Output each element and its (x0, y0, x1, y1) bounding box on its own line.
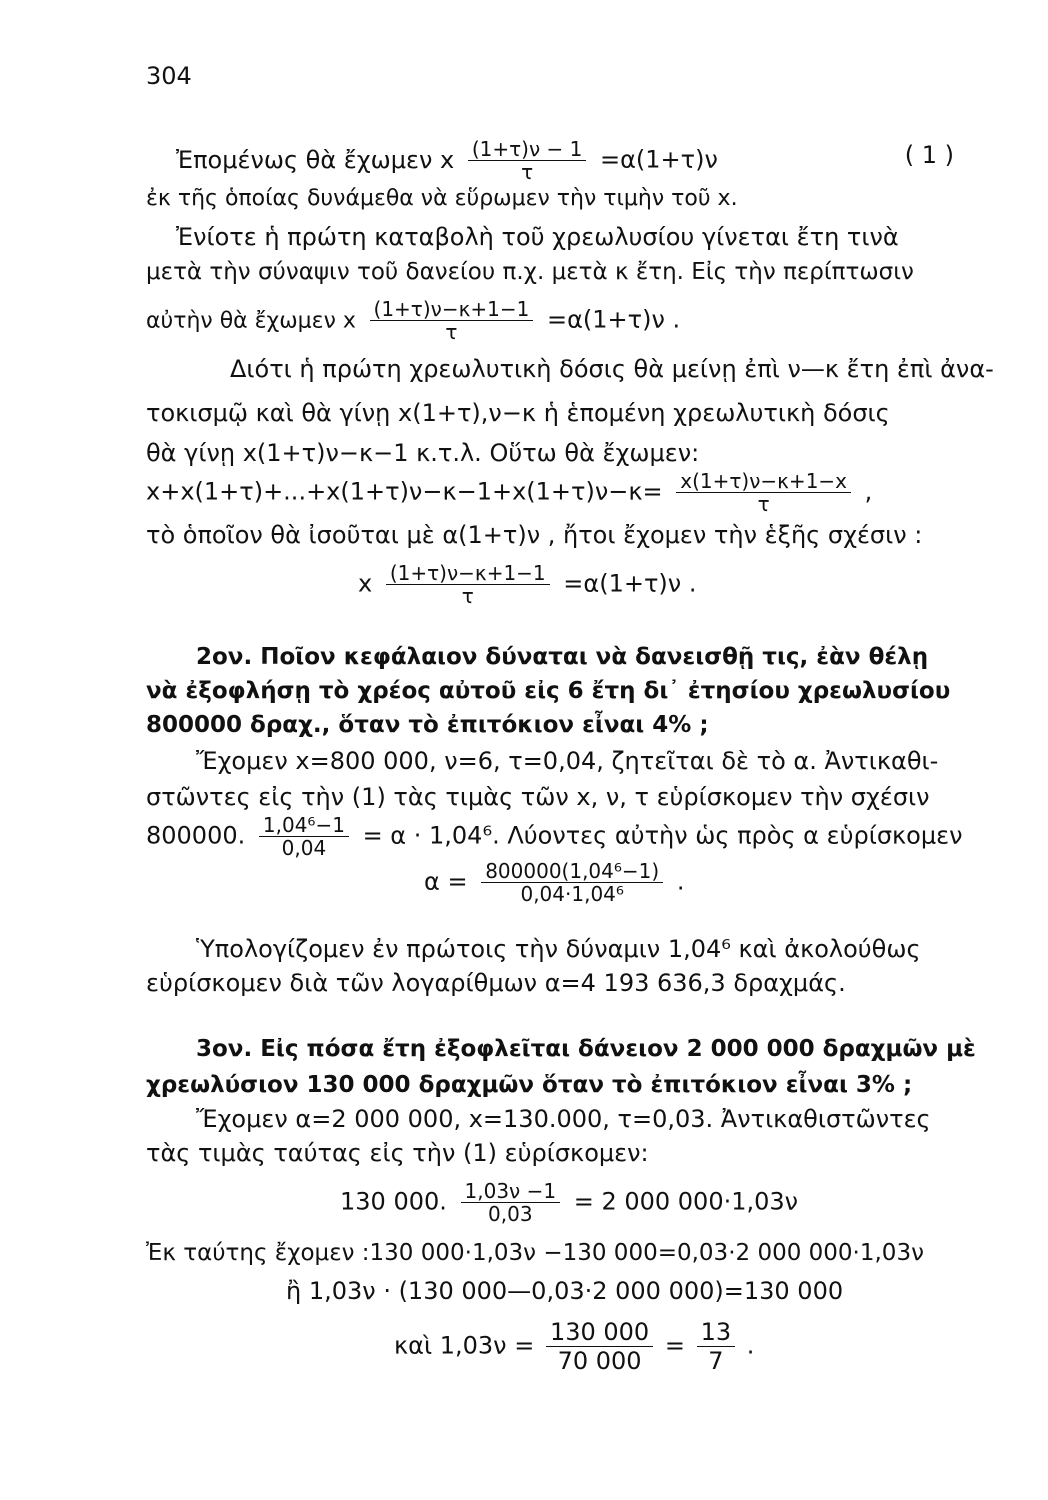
equation-text: 130 000. (340, 1187, 447, 1216)
equation-equals: = (664, 1331, 685, 1360)
equation-fraction (370, 298, 534, 343)
series-fraction (676, 470, 851, 515)
equation-numerator: 130 000 (546, 1318, 653, 1347)
series-equation-line (146, 470, 954, 515)
text-line: τὰς τιμὰς ταύτας εἰς τὴν (1) εὑρίσκομεν: (146, 1139, 649, 1167)
text-line: Ἔχομεν α=2 000 000, x=130.000, τ=0,03. Ἀντικαθιστῶντες (196, 1105, 931, 1133)
text-line: θὰ γίνῃ x(1+τ)ν−κ−1 κ.τ.λ. Οὕτω θὰ ἔχωμεν: (146, 439, 700, 467)
problem-2-title: 2ον. Ποῖον κεφάλαιον δύναται νὰ δανεισθῇ τις, ἐὰν θέλῃ (196, 644, 929, 670)
equation-1-numerator: (1+τ)ν − 1 (468, 138, 587, 161)
equation-rhs: =α(1+τ)ν . (546, 305, 681, 334)
equation-text: καὶ 1,03ν = (394, 1331, 535, 1360)
text-line: Διότι ἡ πρώτη χρεωλυτικὴ δόσις θὰ μείνῃ ἐπὶ ν—κ ἔτη ἐπὶ ἀνα- (230, 355, 994, 383)
equation-line (146, 860, 954, 905)
text-line: ἐκ τῆς ὁποίας δυνάμεθα νὰ εὕρωμεν τὴν τιμὴν τοῦ x. (146, 186, 738, 211)
equation-line (146, 813, 963, 860)
equation-numerator: 13 (697, 1318, 736, 1347)
equation-line (146, 1318, 954, 1375)
equation-line (146, 562, 954, 607)
equation-numerator: 1,03ν −1 (461, 1180, 561, 1203)
equation-tail: . (746, 1331, 755, 1360)
equation-1-fraction (468, 138, 587, 183)
equation-fraction (481, 860, 663, 905)
equation-1-text: Ἐπομένως θὰ ἔχωμεν x (176, 145, 455, 174)
page-number: 304 (146, 62, 192, 90)
text-line: στῶντες εἰς τὴν (1) τὰς τιμὰς τῶν x, ν, τ εὑρίσκομεν τὴν σχέσιν (146, 783, 930, 811)
equation-tail: . (676, 867, 685, 896)
equation-numerator: (1+τ)ν−κ+1−1 (370, 298, 534, 321)
text-line: Ἔχομεν x=800 000, ν=6, τ=0,04, ζητεῖται δὲ τὸ α. Ἀντικαθι- (196, 747, 939, 775)
equation-rhs: =α(1+τ)ν . (563, 569, 697, 598)
equation-text: 800000. (146, 821, 246, 850)
equation-fraction (546, 1318, 653, 1375)
equation-line (146, 298, 954, 343)
equation-numerator: (1+τ)ν−κ+1−1 (386, 562, 550, 585)
problem-2-title: νὰ ἐξοφλήσῃ τὸ χρέος αὐτοῦ εἰς 6 ἔτη δι᾽ ἐτησίου χρεωλυσίου (146, 678, 951, 704)
equation-numerator: 1,04⁶−1 (259, 814, 349, 837)
series-denominator: τ (757, 492, 770, 516)
series-numerator: x(1+τ)ν−κ+1−x (676, 470, 851, 493)
problem-3-title: χρεωλύσιον 130 000 δραχμῶν ὅταν τὸ ἐπιτόκιον εἶναι 3% ; (146, 1072, 913, 1098)
text-line: μετὰ τὴν σύναψιν τοῦ δανείου π.χ. μετὰ κ ἔτη. Εἰς τὴν περίπτωσιν (146, 259, 914, 285)
equation-text: αὐτὴν θὰ ἔχωμεν x (146, 308, 356, 334)
equation-text: α = (424, 867, 468, 896)
problem-3-title: 3ον. Εἰς πόσα ἔτη ἐξοφλεῖται δάνειον 2 000 000 δραχμῶν μὲ (196, 1036, 976, 1062)
text-line: ἢ 1,03ν · (130 000—0,03·2 000 000)=130 000 (286, 1277, 844, 1305)
equation-denominator: τ (445, 320, 458, 344)
problem-2-title: 800000 δραχ., ὅταν τὸ ἐπιτόκιον εἶναι 4% ; (146, 712, 709, 738)
equation-denominator: 0,04·1,04⁶ (520, 882, 624, 906)
text-line: Ἐκ ταύτης ἔχομεν :130 000·1,03ν −130 000=0,03·2 000 000·1,03ν (146, 1240, 924, 1266)
equation-fraction (461, 1180, 561, 1225)
equation-denominator: 0,03 (488, 1202, 533, 1226)
text-line: εὑρίσκομεν διὰ τῶν λογαρίθμων α=4 193 636,3 δραχμάς. (146, 969, 846, 997)
equation-denominator: 7 (708, 1347, 724, 1375)
equation-1-denominator: τ (521, 160, 534, 184)
text-line: Ἐνίοτε ἡ πρώτη καταβολὴ τοῦ χρεωλυσίου γίνεται ἔτη τινὰ (176, 223, 899, 251)
equation-1-line (146, 138, 954, 183)
equation-1-tag: ( 1 ) (904, 141, 954, 169)
equation-numerator: 800000(1,04⁶−1) (481, 860, 663, 883)
equation-denominator: 0,04 (281, 836, 327, 860)
equation-text: x (358, 569, 373, 598)
equation-fraction (697, 1318, 736, 1375)
text-line: τὸ ὁποῖον θὰ ἰσοῦται μὲ α(1+τ)ν , ἤτοι ἔχομεν τὴν ἑξῆς σχέσιν : (146, 521, 923, 549)
equation-denominator: 70 000 (557, 1347, 642, 1375)
equation-fraction (386, 562, 550, 607)
equation-1-rhs: =α(1+τ)ν (599, 145, 718, 174)
series-tail: , (864, 477, 873, 506)
equation-line (146, 1180, 954, 1225)
text-line: τοκισμῷ καὶ θὰ γίνῃ x(1+τ),ν−κ ἡ ἑπομένη χρεωλυτικὴ δόσις (146, 399, 890, 427)
series-text: x+x(1+τ)+...+x(1+τ)ν−κ−1+x(1+τ)ν−κ= (146, 477, 663, 506)
equation-denominator: τ (461, 584, 474, 608)
equation-fraction (259, 814, 349, 859)
equation-rhs: = 2 000 000·1,03ν (573, 1187, 799, 1216)
text-line: Ὑπολογίζομεν ἐν πρώτοις τὴν δύναμιν 1,04⁶ καὶ ἀκολούθως (196, 935, 921, 963)
equation-rhs: = α · 1,04⁶. Λύοντες αὐτὴν ὡς πρὸς α εὑρίσκομεν (362, 821, 963, 850)
